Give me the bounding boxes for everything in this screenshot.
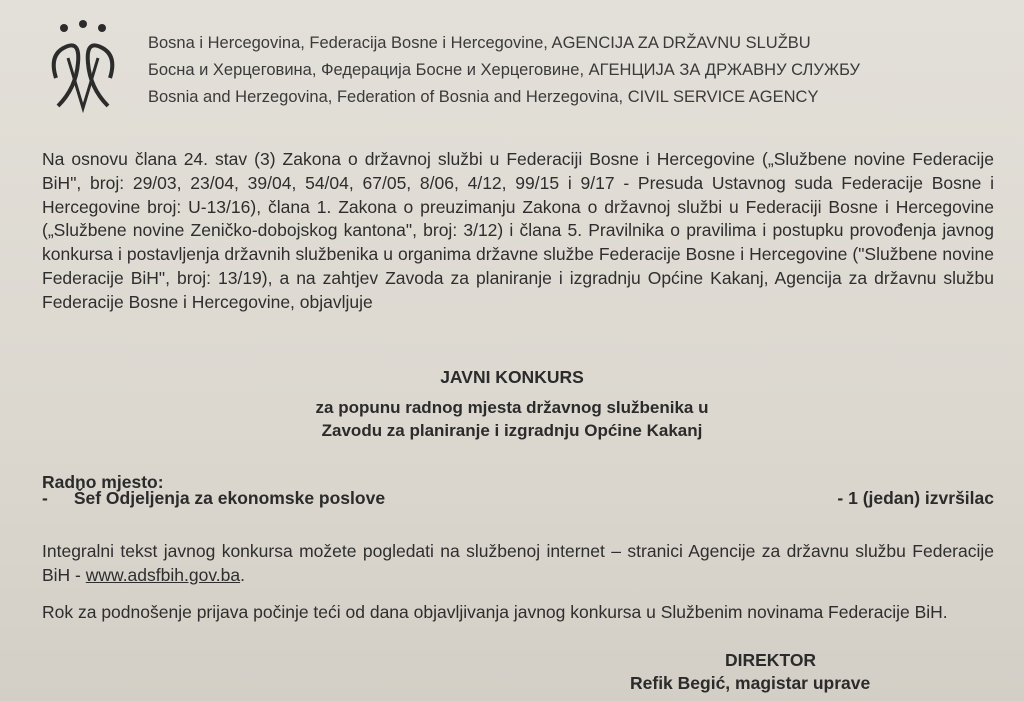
position-label: Radno mjesto: [42, 472, 164, 492]
position-item [42, 488, 994, 509]
agency-header [148, 30, 860, 111]
position-count: - 1 (jedan) izvršilac [837, 488, 994, 508]
header-line-bosnian: Bosna i Hercegovina, Federacija Bosne i Hercegovine, AGENCIJA ZA DRŽAVNU SLUŽBU [148, 34, 811, 52]
director-name: Refik Begić, magistar uprave [630, 673, 871, 693]
integral-text: Integralni tekst javnog konkursa možete pogledati na službenoj internet – stranici Agencije za državnu službu Federacije BiH - [42, 541, 994, 585]
intro-paragraph: Na osnovu člana 24. stav (3) Zakona o državnoj službi u Federaciji Bosne i Hercegovine („Službene novine Federacije BiH", broj: 29/03, 23/04, 39/04, 54/04, 67/05, 8/06, 4/12, 99/15 i 9/17 - Presuda Ustavnog suda Federacije Bosne i Hercegovine broj: U-13/16), člana 1. Zakona o preuzimanju Zakona o državnoj službi u Federaciji Bosne i Hercegovine („Službene novine Zeničko-dobojskog kantona", broj: 3/12) i člana 5. Pravilnika o pravilima i postupku provođenja javnog konkursa i postavljenja državnih službenika u organima državne službe Federacije Bosne i Hercegovine ("Službene novine Federacije BiH", broj: 13/19), a na zahtjev Zavoda za planiranje i izgradnju Općine Kakanj, Agencija za državnu službu Federacije Bosne i Hercegovine, objavljuje [42, 149, 994, 312]
header-line-cyrillic: Босна и Херцеговина, Федерација Босне и Херцеговине, АГЕНЦИЈА ЗА ДРЖАВНУ СЛУЖБУ [148, 61, 860, 79]
header-line-english: Bosnia and Herzegovina, Federation of Bosnia and Herzegovina, CIVIL SERVICE AGENCY [148, 88, 819, 106]
position-bullet: - [42, 488, 48, 508]
director-title: DIREKTOR [725, 650, 817, 670]
competition-subtitle-1: za popunu radnog mjesta državnog službenika u [315, 398, 709, 417]
deadline-paragraph: Rok za podnošenje prijava počinje teći od dana objavljivanja javnog konkursa u Službenim novinama Federacije BiH. [42, 602, 948, 622]
competition-title: JAVNI KONKURS [440, 367, 584, 387]
competition-subtitle-2: Zavodu za planiranje i izgradnju Općine Kakanj [321, 421, 703, 440]
position-name: Šef Odjeljenja za ekonomske poslove [73, 488, 386, 508]
agency-website-link[interactable]: www.adsfbih.gov.ba [85, 565, 241, 585]
agency-logo-icon [38, 18, 128, 113]
integral-text-end: . [240, 565, 245, 585]
position-name-wrap [42, 488, 385, 509]
integral-text-paragraph [42, 539, 994, 587]
